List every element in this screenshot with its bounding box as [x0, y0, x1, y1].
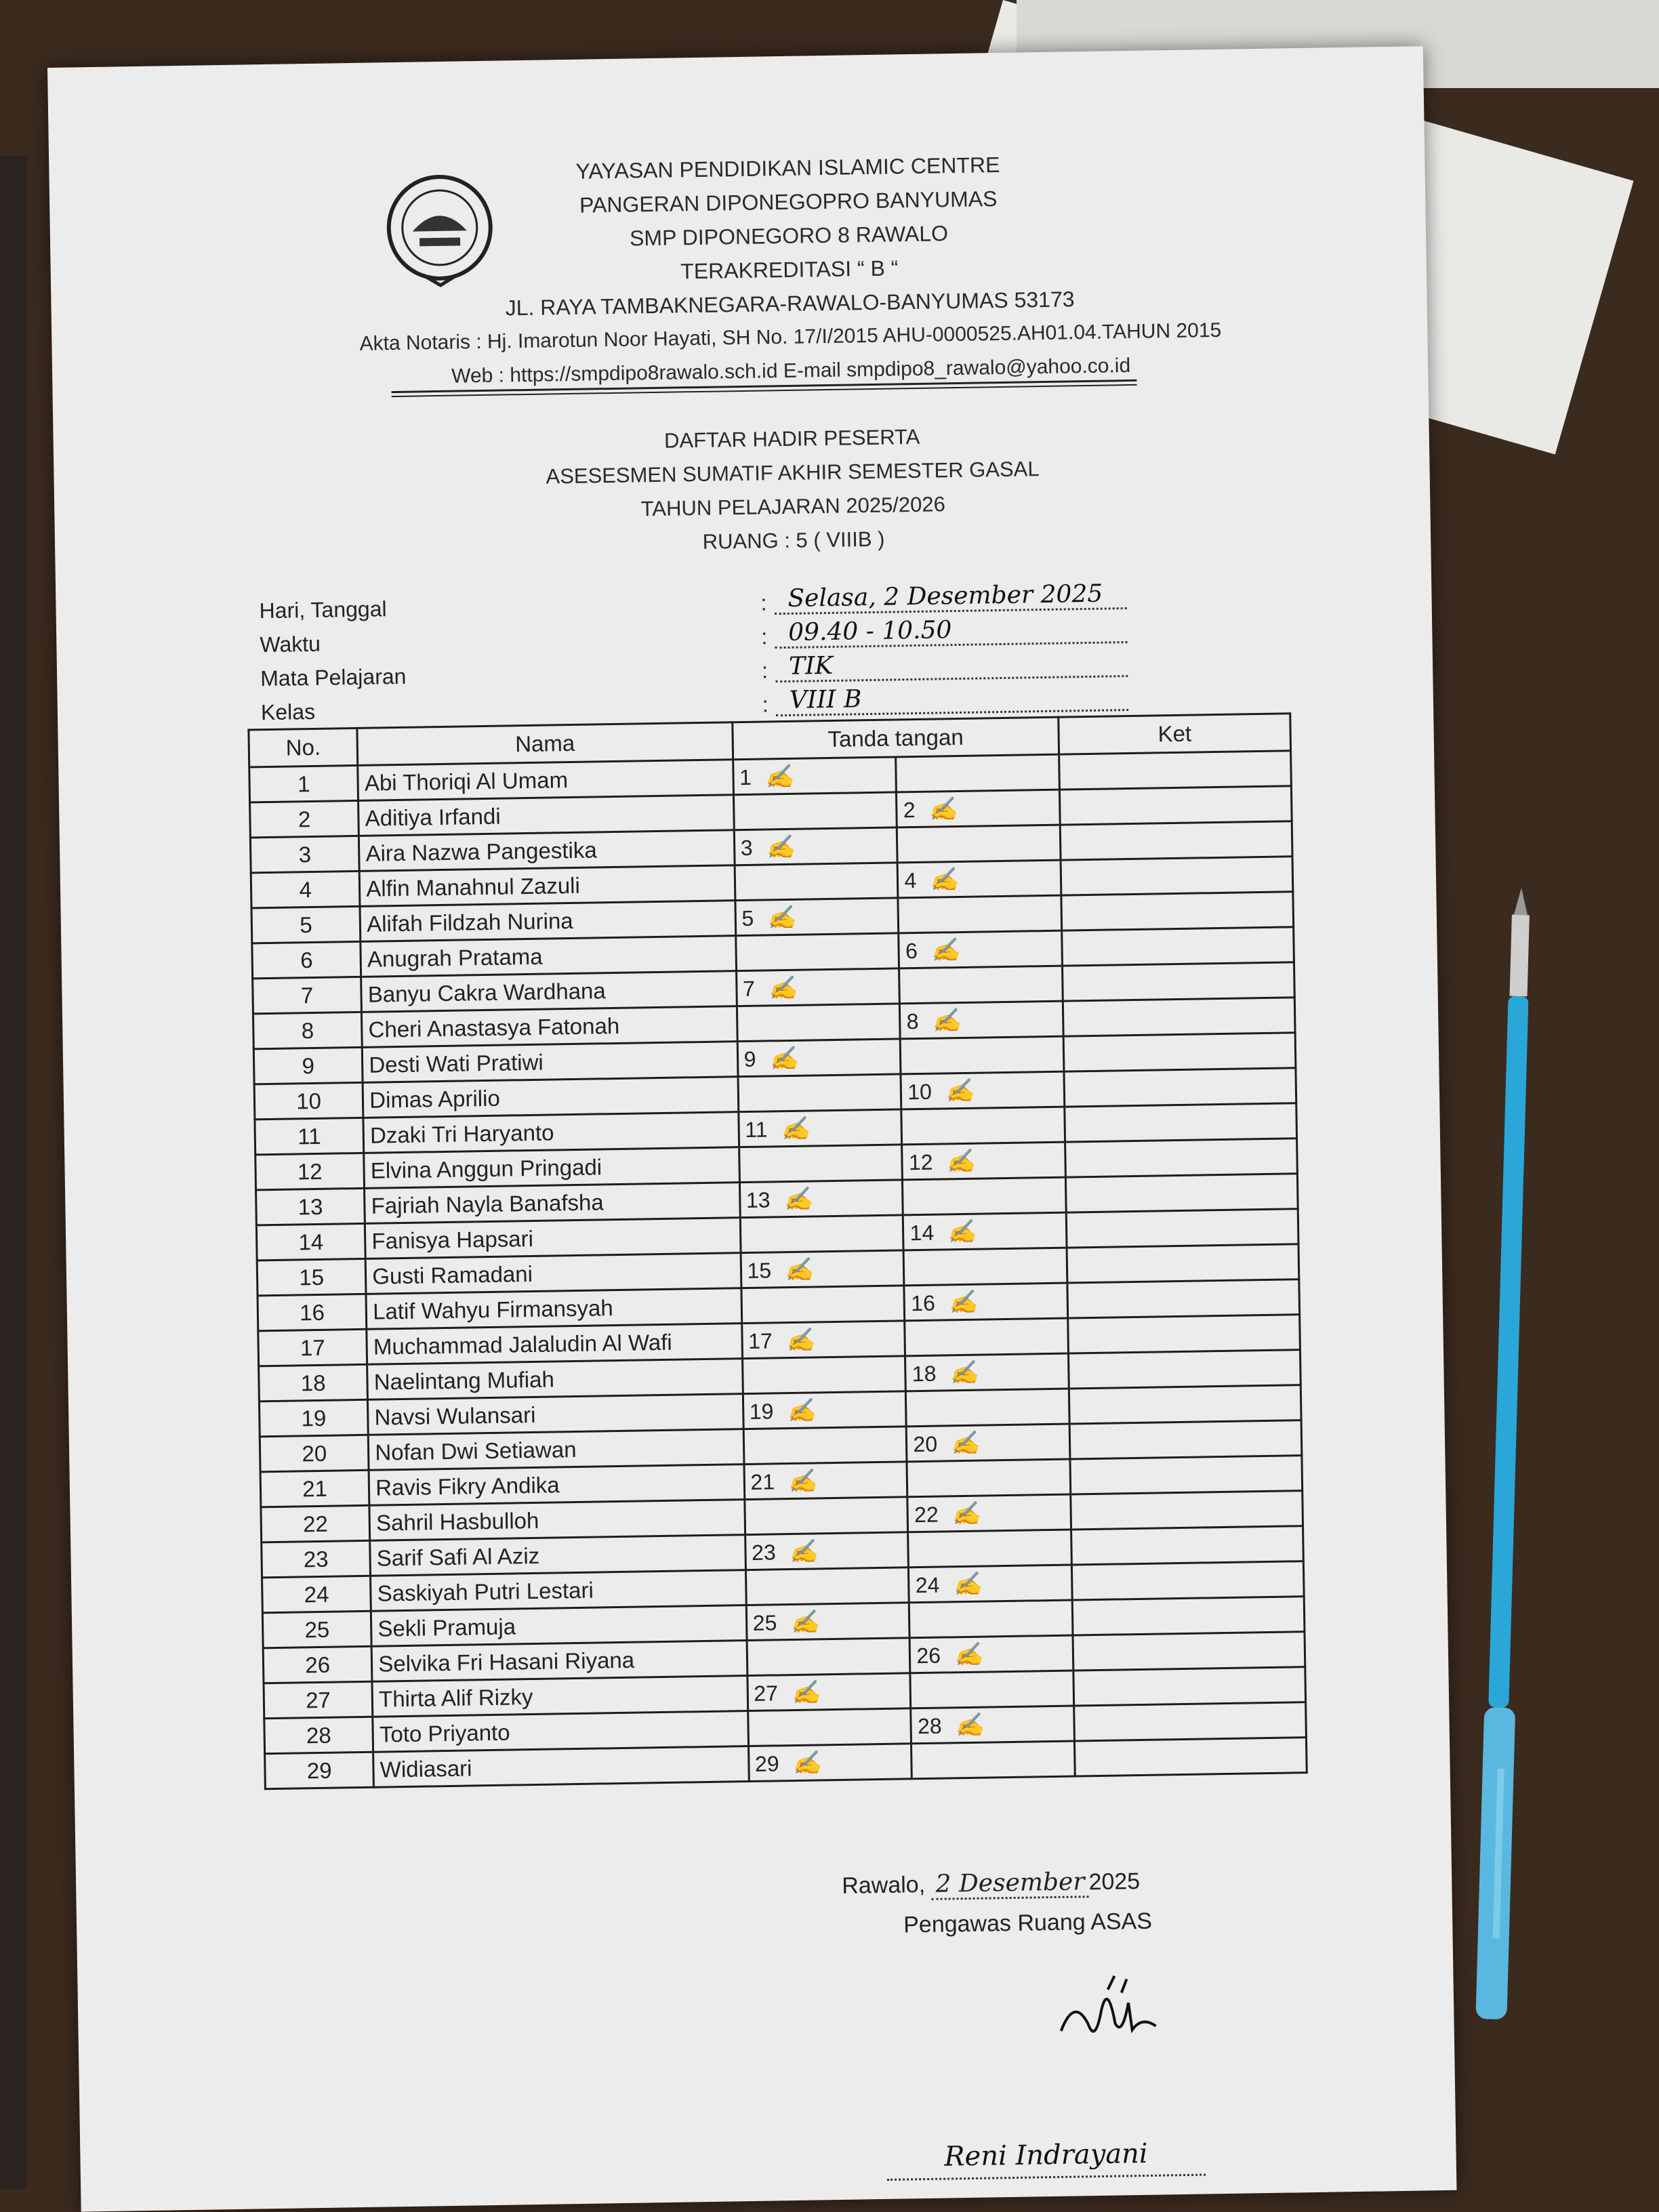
student-name: Aditiya Irfandi	[359, 795, 734, 836]
field-label: Kelas	[260, 699, 316, 725]
signature-cell-right	[906, 1389, 1070, 1427]
signature-cell-right	[898, 860, 1062, 898]
attendance-sheet	[47, 46, 1456, 2211]
signature-cell-left	[735, 898, 899, 936]
signature-cell-left	[746, 1603, 910, 1641]
note-cell	[1061, 857, 1292, 895]
signature-cell-right	[903, 1212, 1067, 1250]
row-number: 12	[255, 1153, 365, 1190]
field-value: 09.40 - 10.50	[775, 613, 1128, 649]
signature-number: 24	[915, 1572, 940, 1597]
signature-cell-left	[741, 1286, 905, 1324]
header-line: PANGERAN DIPONEGOPRO BANYUMAS	[579, 186, 998, 218]
ballpoint-pen-icon	[1466, 887, 1545, 2040]
header-notary: Akta Notaris : Hj. Imarotun Noor Hayati, SH No. 17/I/2015 AHU-0000525.AH01.04.TAHUN 2015	[359, 319, 1222, 355]
signature-number: 29	[754, 1750, 779, 1776]
student-signature-icon: ✍	[789, 1537, 817, 1565]
signature-cell-right	[907, 1459, 1071, 1497]
row-number: 19	[259, 1399, 368, 1437]
signature-number: 11	[745, 1117, 768, 1142]
student-signature-icon: ✍	[766, 833, 794, 861]
signature-number: 26	[916, 1643, 941, 1668]
signature-cell-right	[904, 1248, 1068, 1286]
header-line: TERAKREDITASI “ B “	[680, 255, 899, 284]
signature-cell-right	[897, 790, 1061, 827]
signature-cell-left	[745, 1568, 909, 1605]
student-signature-icon: ✍	[791, 1678, 819, 1706]
attendance-table	[247, 712, 1307, 1790]
signature-number: 8	[906, 1008, 919, 1033]
signature-cell-left	[735, 863, 899, 901]
signature-cell-left	[744, 1462, 908, 1500]
student-name: Naelintang Mufiah	[367, 1359, 743, 1400]
row-number: 11	[255, 1118, 364, 1155]
signature-cell-left	[733, 757, 897, 795]
signature-cell-left	[741, 1321, 905, 1359]
student-name: Fanisya Hapsari	[365, 1218, 741, 1259]
row-number: 23	[262, 1540, 371, 1578]
signature-number: 4	[904, 867, 917, 893]
row-number: 2	[250, 800, 359, 838]
student-signature-icon: ✍	[784, 1255, 813, 1284]
signature-number: 13	[745, 1187, 771, 1212]
student-name: Fajriah Nayla Banafsha	[365, 1183, 740, 1224]
row-number: 7	[253, 977, 362, 1014]
signature-cell-left	[743, 1427, 907, 1465]
signature-number: 19	[749, 1398, 774, 1424]
student-signature-icon: ✍	[785, 1326, 814, 1354]
row-number: 10	[254, 1082, 363, 1120]
signature-cell-left	[740, 1215, 904, 1253]
signature-cell-right	[897, 825, 1061, 863]
signature-cell-left	[737, 1039, 901, 1077]
row-number: 15	[257, 1258, 366, 1296]
field-date: Hari, Tanggal : Selasa, 2 Desember 2025	[259, 578, 1208, 627]
signature-cell-left	[733, 792, 897, 830]
student-name: Aira Nazwa Pangestika	[359, 830, 735, 872]
note-cell	[1075, 1738, 1307, 1776]
signature-cell-right	[909, 1565, 1073, 1603]
signature-cell-right	[901, 1071, 1065, 1109]
student-signature-icon: ✍	[946, 1147, 975, 1175]
student-name: Banyu Cakra Wardhana	[361, 971, 737, 1012]
signature-cell-left	[736, 968, 900, 1006]
column-header-no: No.	[249, 728, 358, 767]
student-name: Nofan Dwi Setiawan	[368, 1429, 743, 1471]
signature-cell-right	[907, 1424, 1071, 1462]
student-signature-icon: ✍	[949, 1359, 978, 1387]
student-signature-icon: ✍	[948, 1288, 977, 1316]
signature-cell-left	[747, 1708, 912, 1746]
student-signature-icon: ✍	[792, 1748, 821, 1777]
student-name: Saskiyah Putri Lestari	[371, 1570, 746, 1612]
date-year: 2025	[1088, 1868, 1141, 1896]
signature-number: 12	[908, 1149, 933, 1174]
note-cell	[1060, 786, 1292, 825]
student-signature-icon: ✍	[790, 1607, 818, 1636]
signature-cell-right	[909, 1635, 1073, 1673]
signature-number: 14	[909, 1220, 935, 1245]
signature-cell-left	[739, 1180, 903, 1218]
student-signature-icon: ✍	[928, 795, 957, 823]
row-number: 14	[256, 1223, 365, 1261]
student-name: Abi Thoriqi Al Umam	[358, 760, 733, 801]
row-number: 4	[251, 871, 360, 908]
school-header	[279, 143, 1299, 396]
signature-cell-right	[896, 754, 1060, 792]
row-number: 17	[258, 1329, 367, 1366]
student-signature-icon: ✍	[951, 1500, 980, 1528]
note-cell	[1068, 1315, 1300, 1353]
signature-cell-left	[748, 1744, 912, 1782]
note-cell	[1071, 1491, 1303, 1530]
field-label: Mata Pelajaran	[260, 663, 407, 691]
header-address: JL. RAYA TAMBAKNEGARA-RAWALO-BANYUMAS 53173	[505, 287, 1075, 321]
student-name: Dzaki Tri Haryanto	[363, 1112, 739, 1153]
row-number: 16	[258, 1294, 367, 1331]
signature-cell-left	[738, 1109, 902, 1147]
student-signature-icon: ✍	[947, 1218, 975, 1246]
signature-number: 1	[739, 764, 752, 790]
signature-number: 3	[740, 835, 753, 860]
signature-number: 22	[914, 1502, 939, 1527]
column-header-note: Ket	[1059, 714, 1291, 754]
note-cell	[1069, 1420, 1301, 1459]
student-signature-icon: ✍	[769, 1044, 798, 1072]
student-signature-icon: ✍	[930, 936, 959, 964]
place-date	[842, 1864, 1317, 1900]
signature-number: 27	[754, 1680, 779, 1706]
student-signature-icon: ✍	[781, 1115, 809, 1143]
row-number: 6	[252, 941, 361, 979]
note-cell	[1070, 1456, 1302, 1494]
student-signature-icon: ✍	[945, 1077, 973, 1105]
signature-cell-right	[903, 1177, 1067, 1215]
field-value: VIII B	[775, 681, 1128, 716]
signature-cell-right	[902, 1142, 1066, 1180]
handwritten-date: 2 Desember	[931, 1868, 1089, 1900]
signature-cell-right	[905, 1353, 1069, 1391]
student-name: Ravis Fikry Andika	[369, 1465, 744, 1506]
row-number: 20	[260, 1435, 369, 1472]
row-number: 1	[249, 765, 359, 802]
signature-number: 21	[750, 1469, 775, 1494]
signature-cell-left	[745, 1532, 909, 1570]
signature-block	[841, 1864, 1317, 2173]
signature-cell-left	[741, 1250, 905, 1288]
note-cell	[1063, 962, 1294, 1001]
signature-cell-left	[738, 1074, 902, 1112]
signature-cell-right	[899, 966, 1063, 1004]
signature-cell-right	[901, 1107, 1065, 1145]
student-name: Toto Priyanto	[373, 1711, 748, 1753]
supervisor-role: Pengawas Ruang ASAS	[903, 1908, 1153, 1938]
student-signature-icon: ✍	[929, 865, 958, 894]
signature-number: 15	[747, 1257, 772, 1283]
field-value: TIK	[775, 647, 1128, 682]
student-name: Elvina Anggun Pringadi	[364, 1147, 739, 1189]
student-name: Latif Wahyu Firmansyah	[366, 1288, 741, 1330]
student-name: Sarif Safi Al Aziz	[370, 1535, 745, 1576]
student-name: Sahril Hasbulloh	[369, 1500, 745, 1541]
signature-cell-left	[737, 1004, 901, 1042]
note-cell	[1059, 751, 1291, 790]
signature-cell-right	[911, 1706, 1075, 1744]
note-cell	[1064, 1068, 1296, 1107]
note-cell	[1072, 1561, 1304, 1600]
clipboard-edge	[0, 156, 27, 2189]
student-name: Desti Wati Pratiwi	[363, 1042, 738, 1083]
student-name: Anugrah Pratama	[361, 936, 736, 977]
column-header-name: Nama	[357, 722, 733, 766]
note-cell	[1063, 1033, 1295, 1071]
student-signature-icon: ✍	[768, 974, 796, 1002]
student-name: Thirta Alif Rizky	[372, 1676, 747, 1717]
signature-number: 28	[917, 1713, 942, 1738]
note-cell	[1069, 1350, 1300, 1389]
title-line: ASESESMEN SUMATIF AKHIR SEMESTER GASAL	[546, 457, 1040, 489]
column-header-signature: Tanda tangan	[732, 717, 1059, 760]
row-number: 25	[262, 1611, 371, 1648]
student-name: Selvika Fri Hasani Riyana	[371, 1641, 747, 1682]
note-cell	[1067, 1209, 1298, 1248]
note-cell	[1065, 1139, 1297, 1177]
signature-cell-left	[747, 1638, 911, 1676]
student-name: Gusti Ramadani	[365, 1253, 741, 1294]
student-name: Sekli Pramuja	[371, 1605, 747, 1647]
student-name: Alifah Fildzah Nurina	[360, 901, 735, 942]
signature-cell-right	[908, 1530, 1072, 1568]
signature-number: 7	[742, 976, 756, 1001]
note-cell	[1066, 1174, 1298, 1212]
row-number: 27	[264, 1681, 373, 1719]
signature-cell-left	[743, 1391, 907, 1429]
student-signature-icon: ✍	[787, 1396, 815, 1425]
row-number: 5	[251, 906, 361, 943]
header-web: Web : https://smpdipo8rawalo.sch.id E-mail smpdipo8_rawalo@yahoo.co.id	[451, 354, 1131, 388]
field-label: Hari, Tanggal	[259, 596, 387, 623]
note-cell	[1067, 1244, 1298, 1283]
signature-cell-left	[744, 1497, 908, 1535]
signature-number: 2	[903, 797, 916, 822]
row-number: 3	[250, 836, 359, 873]
note-cell	[1071, 1526, 1303, 1565]
place-label: Rawalo,	[841, 1871, 932, 1899]
row-number: 18	[259, 1364, 368, 1401]
signature-number: 6	[905, 938, 918, 963]
signature-cell-right	[909, 1600, 1073, 1638]
row-number: 24	[262, 1576, 371, 1613]
student-name: Widiasari	[373, 1746, 749, 1788]
student-signature-icon: ✍	[950, 1429, 979, 1457]
student-signature-icon: ✍	[953, 1570, 981, 1598]
signature-number: 18	[912, 1361, 937, 1386]
signature-number: 17	[747, 1328, 773, 1353]
supervisor-name: Reni Indrayani	[886, 2137, 1206, 2181]
row-number: 9	[253, 1047, 363, 1084]
title-line: DAFTAR HADIR PESERTA	[663, 424, 920, 453]
signature-number: 9	[743, 1046, 756, 1071]
attendance-rows	[249, 751, 1307, 1789]
signature-cell-left	[739, 1145, 903, 1183]
signature-number: 20	[913, 1431, 938, 1456]
header-line: YAYASAN PENDIDIKAN ISLAMIC CENTRE	[575, 152, 1000, 184]
student-signature-icon: ✍	[783, 1185, 812, 1213]
signature-number: 16	[910, 1290, 936, 1315]
document-title	[283, 414, 1302, 566]
student-signature-icon: ✍	[764, 762, 793, 790]
note-cell	[1067, 1279, 1299, 1318]
field-time: Waktu : 09.40 - 10.50	[260, 612, 1209, 661]
row-number: 28	[264, 1717, 373, 1754]
student-signature-icon: ✍	[766, 903, 795, 931]
note-cell	[1061, 892, 1293, 930]
field-label: Waktu	[260, 631, 321, 657]
signature-cell-right	[904, 1283, 1068, 1321]
field-class: Kelas : VIII B	[261, 680, 1210, 729]
note-cell	[1063, 998, 1295, 1036]
note-cell	[1074, 1702, 1306, 1741]
student-name: Cheri Anastasya Fatonah	[362, 1006, 737, 1048]
note-cell	[1073, 1667, 1305, 1706]
student-name: Dimas Aprilio	[363, 1077, 738, 1118]
note-cell	[1065, 1103, 1296, 1142]
row-number: 21	[260, 1470, 369, 1507]
signature-number: 5	[741, 905, 754, 930]
student-name: Muchammad Jalaludin Al Wafi	[367, 1324, 742, 1365]
signature-cell-right	[910, 1671, 1074, 1708]
field-subject: Mata Pelajaran : TIK	[260, 646, 1210, 695]
header-line: SMP DIPONEGORO 8 RAWALO	[629, 221, 949, 251]
student-signature-icon: ✍	[954, 1641, 982, 1668]
signature-cell-right	[912, 1741, 1076, 1779]
title-line: RUANG : 5 ( VIIIB )	[702, 527, 885, 554]
note-cell	[1061, 821, 1292, 860]
student-name: Navsi Wulansari	[368, 1394, 743, 1435]
signature-number: 23	[751, 1539, 776, 1565]
signature-cell-left	[735, 933, 899, 971]
row-number: 22	[261, 1505, 370, 1542]
student-signature-icon: ✍	[955, 1711, 983, 1739]
signature-cell-left	[734, 827, 898, 865]
note-cell	[1073, 1632, 1305, 1671]
signature-cell-right	[900, 1001, 1064, 1039]
signature-cell-left	[742, 1356, 906, 1394]
signature-number: 10	[907, 1079, 933, 1104]
student-signature-icon: ✍	[932, 1006, 960, 1035]
signature-cell-left	[747, 1673, 911, 1711]
note-cell	[1069, 1385, 1301, 1424]
row-number: 29	[265, 1752, 374, 1789]
title-line: TAHUN PELAJARAN 2025/2026	[640, 492, 946, 521]
signature-cell-right	[905, 1318, 1069, 1356]
exam-info	[259, 578, 1210, 729]
student-name: Alfin Manahnul Zazuli	[359, 865, 735, 907]
signature-cell-right	[901, 1036, 1065, 1074]
field-value: Selasa, 2 Desember 2025	[774, 579, 1127, 615]
student-signature-icon: ✍	[787, 1467, 816, 1495]
row-number: 26	[263, 1646, 372, 1683]
note-cell	[1062, 927, 1294, 966]
signature-cell-right	[899, 930, 1063, 968]
supervisor-signature-icon	[1046, 1968, 1170, 2058]
signature-cell-right	[898, 895, 1062, 933]
note-cell	[1073, 1597, 1305, 1635]
row-number: 8	[253, 1012, 362, 1049]
signature-number: 25	[752, 1610, 777, 1635]
row-number: 13	[256, 1188, 365, 1225]
signature-cell-right	[907, 1494, 1071, 1532]
